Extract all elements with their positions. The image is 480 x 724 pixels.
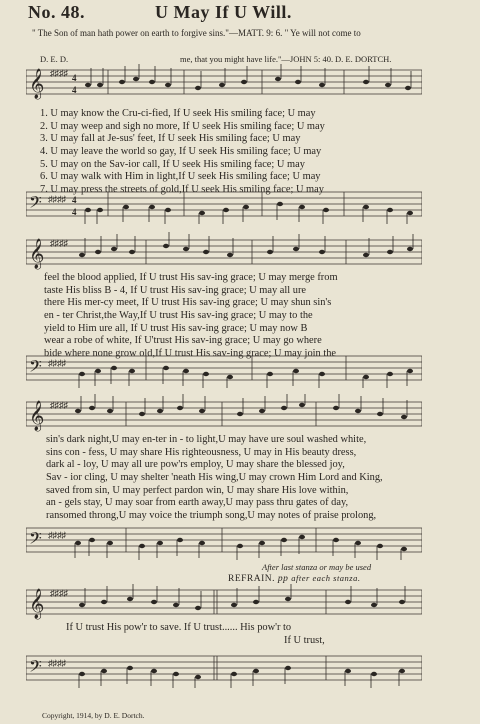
- bass-staff-system-1: [26, 184, 422, 224]
- scripture-reference: [32, 28, 472, 39]
- svg-text:♯♯♯♯: ♯♯♯♯: [50, 400, 68, 410]
- refrain-note-after: after each stanza.: [291, 573, 361, 583]
- scripture-line-2: me, that you might have life."—JOHN 5: 40.: [180, 54, 334, 64]
- refrain-lyrics: [66, 622, 325, 647]
- stanza-lyrics-system-3: [46, 434, 383, 523]
- refrain-label: REFRAIN.: [228, 574, 276, 584]
- treble-staff-system-3: [26, 394, 422, 434]
- lyric-line: sin's dark night,U may en-ter in - to light,U may have ure soul washed white,: [46, 434, 367, 445]
- lyric-line: 2. U may weep and sigh no more, If U seek His smiling face; U may: [40, 120, 325, 132]
- composer-credit: D. E. DORTCH.: [335, 54, 392, 64]
- svg-text:♯♯♯♯: ♯♯♯♯: [50, 68, 68, 78]
- lyric-line: 7. U may press the streets of gold,If U seek His smiling face; U may: [40, 184, 324, 196]
- svg-text:𝄢: 𝄢: [29, 358, 42, 380]
- svg-text:♯♯♯♯: ♯♯♯♯: [48, 358, 66, 368]
- svg-text:𝄞: 𝄞: [29, 589, 45, 618]
- bass-staff-refrain: [26, 648, 422, 688]
- refrain-lyric-line: If U trust,: [284, 634, 325, 646]
- lyric-line: feel the blood applied, If U trust His sav-ing grace; U may merge from: [44, 272, 338, 283]
- lyric-line: there His mer-cy meet, If U trust His sav-ing grace; U may shun sin's: [44, 297, 332, 309]
- lyricist-credit: D. E. D.: [40, 54, 69, 64]
- treble-staff-refrain: [26, 582, 422, 622]
- svg-text:𝄢: 𝄢: [29, 530, 42, 552]
- svg-text:4: 4: [72, 195, 77, 205]
- scripture-line-1: " The Son of man hath power on earth to forgive sins."—MATT. 9: 6. " Ye will not come to: [32, 28, 361, 38]
- hymn-title: U May If U Will.: [155, 2, 292, 22]
- lyric-line: taste His bliss B - 4, If U trust His sav-ing grace; U may all ure: [44, 284, 307, 296]
- svg-text:𝄢: 𝄢: [29, 658, 42, 680]
- lyric-line: 6. U may walk with Him in light,If U seek His smiling face; U may: [40, 171, 321, 183]
- treble-staff-system-2: [26, 232, 422, 272]
- hymn-number: No. 48.: [28, 2, 85, 22]
- lyric-line: Sav - ior cling, U may shelter 'neath His wing,U may crown Him Lord and King,: [46, 472, 383, 484]
- svg-text:♯♯♯♯: ♯♯♯♯: [50, 238, 68, 248]
- svg-text:4: 4: [72, 85, 77, 95]
- lyric-line: sins con - fess, U may share His righteousness, U may in His beauty dress,: [46, 446, 357, 458]
- lyric-line: bide where none grow old,If U trust His sav-ing grace; U may join the: [44, 348, 337, 360]
- lyric-line: wear a robe of white, If U'trust His sav-ing grace; U may go where: [44, 335, 322, 347]
- svg-text:4: 4: [72, 207, 77, 217]
- svg-text:♯♯♯♯: ♯♯♯♯: [48, 658, 66, 668]
- lyric-line: 3. U may fall at Je-sus' feet, If U seek His smiling face; U may: [40, 133, 301, 145]
- lyric-line: dark al - loy, U may all ure pow'rs employ, U may share the blessed joy,: [46, 459, 345, 471]
- svg-text:♯♯♯♯: ♯♯♯♯: [48, 530, 66, 540]
- bass-staff-system-3: [26, 520, 422, 560]
- svg-text:4: 4: [72, 73, 77, 83]
- copyright-notice: Copyright, 1914, by D. E. Dortch.: [42, 711, 145, 720]
- lyric-line: 4. U may leave the world so gay, If U seek His smiling face; U may: [40, 146, 322, 158]
- refrain-usage-note: After last stanza or may be used: [262, 562, 372, 572]
- refrain-dynamic: pp: [277, 574, 289, 584]
- lyric-line: ransomed throng,U may voice the triumph song,U may notes of praise prolong,: [46, 510, 377, 522]
- svg-text:𝄞: 𝄞: [29, 239, 45, 268]
- lyric-line: 1. U may know the Cru-ci-fied, If U seek His smiling face; U may: [40, 108, 316, 119]
- svg-text:𝄞: 𝄞: [29, 401, 45, 430]
- svg-text:𝄢: 𝄢: [29, 194, 42, 216]
- lyric-line: en - ter Christ,the Way,If U trust His sav-ing grace; U may to the: [44, 310, 313, 322]
- svg-text:𝄞: 𝄞: [29, 69, 45, 98]
- lyric-line: saved from sin, U may perfect pardon win, U may share His love within,: [46, 484, 349, 496]
- bass-staff-system-2: [26, 348, 422, 388]
- svg-text:♯♯♯♯: ♯♯♯♯: [50, 588, 68, 598]
- lyric-line: yield to Him ure all, If U trust His sav-ing grace; U may now B: [44, 322, 308, 334]
- lyric-line: 5. U may on the Sav-ior call, If U seek His smiling face; U may: [40, 158, 305, 170]
- svg-text:♯♯♯♯: ♯♯♯♯: [48, 194, 66, 204]
- refrain-lyric-line: If U trust His pow'r to save. If U trust...... His pow'r to: [66, 622, 292, 633]
- lyric-line: an - gels stay, U may soar from earth away,U may pass thru gates of day,: [46, 497, 349, 509]
- treble-staff-system-1: [26, 62, 422, 102]
